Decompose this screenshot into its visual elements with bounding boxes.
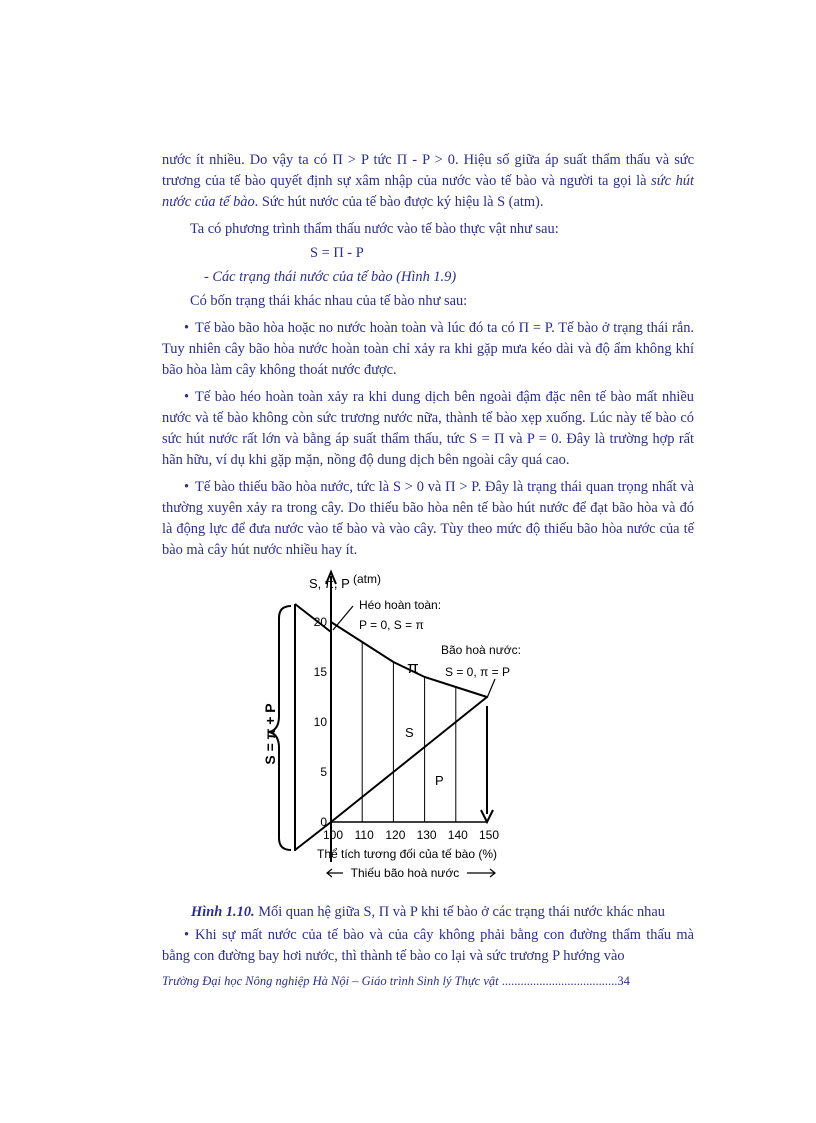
paragraph-1: nước ít nhiều. Do vậy ta có Π > P tức Π - P > 0. Hiệu số giữa áp suất thẩm thấu và sức trương của tế bào quyết định sự xâm nhập của nước vào tế bào và người ta gọi là sức hút nước của tế bào. Sức hút nước của tế bào được ký hiệu là S (atm).: [162, 152, 694, 210]
x-tick-label: 120: [385, 828, 406, 842]
x-tick-label: 130: [416, 828, 437, 842]
annot-wilt-cond: P = 0, S = π: [359, 618, 424, 632]
caption-text: Mối quan hệ giữa S, Π và P khi tế bào ở các trạng thái nước khác nhau: [254, 904, 665, 920]
s-region-label: S: [405, 725, 414, 740]
formula: S = Π - P: [310, 245, 364, 261]
italic-term: sức hút nước của tế bào: [162, 173, 694, 210]
x-ticks: [323, 828, 499, 842]
annot-sat-title: Bão hoà nước:: [441, 643, 521, 657]
figure-1-10: [255, 566, 535, 896]
annot-sat-pointer: [487, 679, 495, 698]
x-tick-label: 140: [447, 828, 468, 842]
x-sub-label: Thiếu bão hoà nước: [350, 866, 460, 880]
page-footer: [162, 974, 694, 989]
bullet-icon: •: [184, 479, 190, 495]
body-text-bottom: [162, 925, 694, 967]
section-heading: - Các trạng thái nước của tế bào (Hình 1.9): [204, 269, 457, 285]
bullet-1: • Tế bào bão hòa hoặc no nước hoàn toàn và lúc đó ta có Π = P. Tế bào ở trạng thái rắn. Tuy nhiên cây bão hòa nước hoàn toàn chỉ xảy ra khi gặp mưa kéo dài và độ ẩm không khí bão hòa làm cây không thoát nước được.: [162, 320, 694, 378]
figure-caption: [162, 902, 694, 922]
paragraph-4: Có bốn trạng thái khác nhau của tế bào như sau:: [190, 293, 468, 309]
y-tick-label: 15: [313, 665, 327, 679]
y-axis-unit: (atm): [353, 572, 381, 586]
p-region-label: P: [435, 773, 444, 788]
arrow-right-icon: [467, 869, 495, 877]
arrow-left-icon: [327, 869, 343, 877]
x-axis-label: Thể tích tương đối của tế bào (%): [317, 847, 497, 861]
brace-label: S = π + P: [262, 703, 278, 765]
y-tick-label: 5: [320, 765, 327, 779]
body-text: [162, 150, 694, 561]
pi-region-label: π: [407, 658, 419, 677]
x-tick-label: 150: [478, 828, 500, 842]
y-axis-label: S, π, P: [309, 576, 350, 591]
bullet-icon: •: [184, 320, 190, 336]
y-tick-label: 10: [313, 715, 327, 729]
bullet-icon: •: [184, 927, 190, 943]
caption-label: Hình 1.10.: [191, 904, 255, 920]
bullet-3: • Tế bào thiếu bão hòa nước, tức là S > 0 và Π > P. Đây là trạng thái quan trọng nhất và thường xuyên xảy ra trong cây. Do thiếu bão hòa nên tế bào hút nước để đạt bão hòa và đó là động lực để đưa nước vào tế bào và vào cây. Tùy theo mức độ thiếu bão hòa nước của tế bào mà cây hút nước nhiều hay ít.: [162, 479, 694, 558]
footer-dots: .....................................: [498, 974, 618, 988]
y-ticks: [314, 615, 328, 829]
y-tick-label: 20: [313, 615, 327, 629]
p-curve: [331, 697, 487, 822]
footer-text: Trường Đại học Nông nghiệp Hà Nội – Giáo trình Sinh lý Thực vật: [162, 974, 499, 988]
y-tick-label: 0: [320, 815, 327, 829]
paragraph-2: Ta có phương trình thẩm thấu nước vào tế bào thực vật như sau:: [190, 221, 559, 237]
bullet-icon: •: [184, 389, 190, 405]
annot-wilt-title: Héo hoàn toàn:: [359, 598, 442, 612]
annot-sat-cond: S = 0, π = P: [445, 665, 510, 679]
bullet-4: • Khi sự mất nước của tế bào và của cây không phải bằng con đường thẩm thấu mà bằng con đường bay hơi nước, thì thành tế bào co lại và sức trương P hướng vào: [162, 927, 694, 964]
annot-wilt-pointer: [333, 606, 353, 630]
x-tick-label: 110: [354, 828, 374, 842]
x-tick-label: 100: [322, 828, 344, 842]
bullet-2: • Tế bào héo hoàn toàn xảy ra khi dung dịch bên ngoài đậm đặc nên tế bào mất nhiều nước và tế bào không còn sức trương nước nữa, thành tế bào xẹp xuống. Lúc này tế bào có sức hút nước rất lớn và bằng áp suất thẩm thấu, tức S = Π và P = 0. Đây là trường hợp rất hãn hữu, ví dụ khi gặp mặn, nồng độ dung dịch bên ngoài cây quá cao.: [162, 389, 694, 468]
page-number: 34: [617, 974, 630, 988]
